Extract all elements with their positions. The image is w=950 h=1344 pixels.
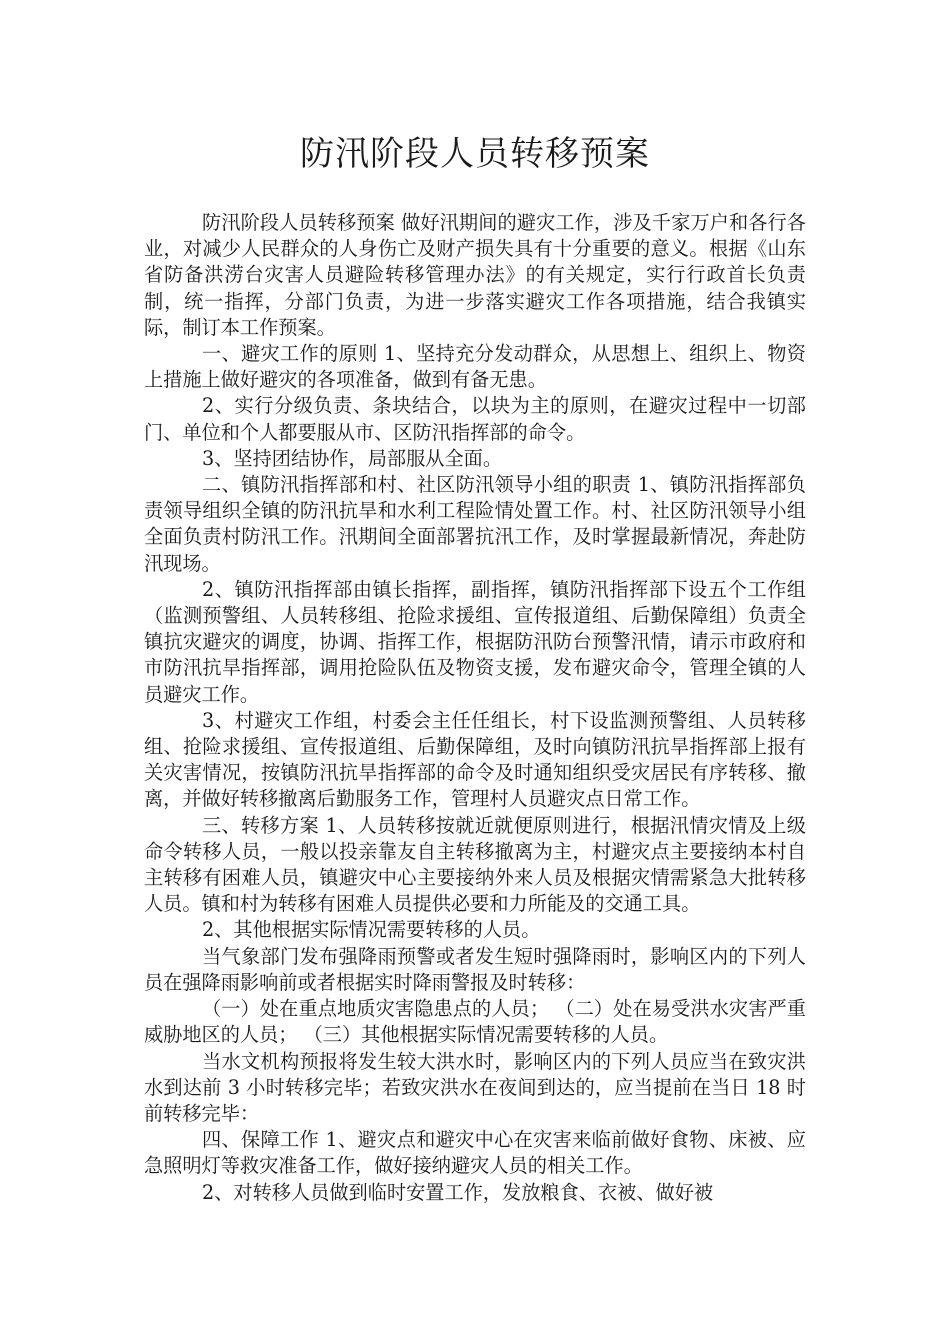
paragraph-flood-forecast: 当水文机构预报将发生较大洪水时，影响区内的下列人员应当在致灾洪水到达前 3 小时转移完毕；若致灾洪水在夜间到达的，应当提前在当日 18 时前转移完毕：: [144, 1049, 806, 1125]
paragraph-rainfall-warning: 当气象部门发布强降雨预警或者发生短时强降雨时，影响区内的下列人员在强降雨影响前或者根据实时降雨警报及时转移：: [144, 944, 806, 994]
document-body: [144, 210, 806, 1206]
paragraph-rainfall-list: （一）处在重点地质灾害隐患点的人员； （二）处在易受洪水灾害严重威胁地区的人员； （三）其他根据实际情况需要转移的人员。: [144, 997, 806, 1047]
paragraph-section-4: 四、保障工作 1、避灾点和避灾中心在灾害来临前做好食物、床被、应急照明灯等救灾准备工作，做好接纳避灾人员的相关工作。: [144, 1128, 806, 1178]
paragraph-section-3-item-2: 2、其他根据实际情况需要转移的人员。: [202, 918, 541, 942]
document-page: [144, 120, 806, 1206]
paragraph-section-2-item-2: 2、镇防汛指挥部由镇长指挥，副指挥，镇防汛指挥部下设五个工作组（监测预警组、人员转移组、抢险求援组、宣传报道组、后勤保障组）负责全镇抗灾避灾的调度，协调、指挥工作，根据防汛防台预警汛情，请示市政府和市防汛抗旱指挥部，调用抢险队伍及物资支援，发布避灾命令，管理全镇的人员避灾工作。: [144, 577, 806, 706]
paragraph-section-2-item-3: 3、村避灾工作组，村委会主任任组长，村下设监测预警组、人员转移组、抢险求援组、宣传报道组、后勤保障组，及时向镇防汛抗旱指挥部上报有关灾害情况，按镇防汛抗旱指挥部的命令及时通知组织受灾居民有序转移、撤离，并做好转移撤离后勤服务工作，管理村人员避灾点日常工作。: [144, 708, 806, 811]
paragraph-section-3: 三、转移方案 1、人员转移按就近就便原则进行，根据汛情灾情及上级命令转移人员，一般以投亲靠友自主转移撤离为主，村避灾点主要接纳本村自主转移有困难人员，镇避灾中心主要接纳外来人员及根据灾情需紧急大批转移人员。镇和村为转移有困难人员提供必要和力所能及的交通工具。: [144, 813, 806, 916]
paragraph-section-1: 一、避灾工作的原则 1、坚持充分发动群众，从思想上、组织上、物资上措施上做好避灾的各项准备，做到有备无患。: [144, 342, 806, 392]
paragraph-section-4-item-2: 2、对转移人员做到临时安置工作，发放粮食、衣被、做好被: [202, 1180, 714, 1204]
paragraph-intro: 防汛阶段人员转移预案 做好汛期间的避灾工作，涉及千家万户和各行各业，对减少人民群众的人身伤亡及财产损失具有十分重要的意义。根据《山东省防备洪涝台灾害人员避险转移管理办法》的有关规定，实行行政首长负责制，统一指挥，分部门负责，为进一步落实避灾工作各项措施，结合我镇实际，制订本工作预案。: [144, 211, 806, 339]
document-title: 防汛阶段人员转移预案: [300, 134, 650, 174]
paragraph-section-2: 二、镇防汛指挥部和村、社区防汛领导小组的职责 1、镇防汛指挥部负责领导组织全镇的防汛抗旱和水利工程险情处置工作。村、社区防汛领导小组全面负责村防汛工作。汛期间全面部署抗汛工作，及时掌握最新情况，奔赴防汛现场。: [144, 473, 806, 575]
paragraph-section-1-item-3: 3、坚持团结协作，局部服从全面。: [202, 446, 503, 470]
paragraph-section-1-item-2: 2、实行分级负责、条块结合，以块为主的原则，在避灾过程中一切部门、单位和个人都要服从市、区防汛指挥部的命令。: [144, 394, 806, 444]
